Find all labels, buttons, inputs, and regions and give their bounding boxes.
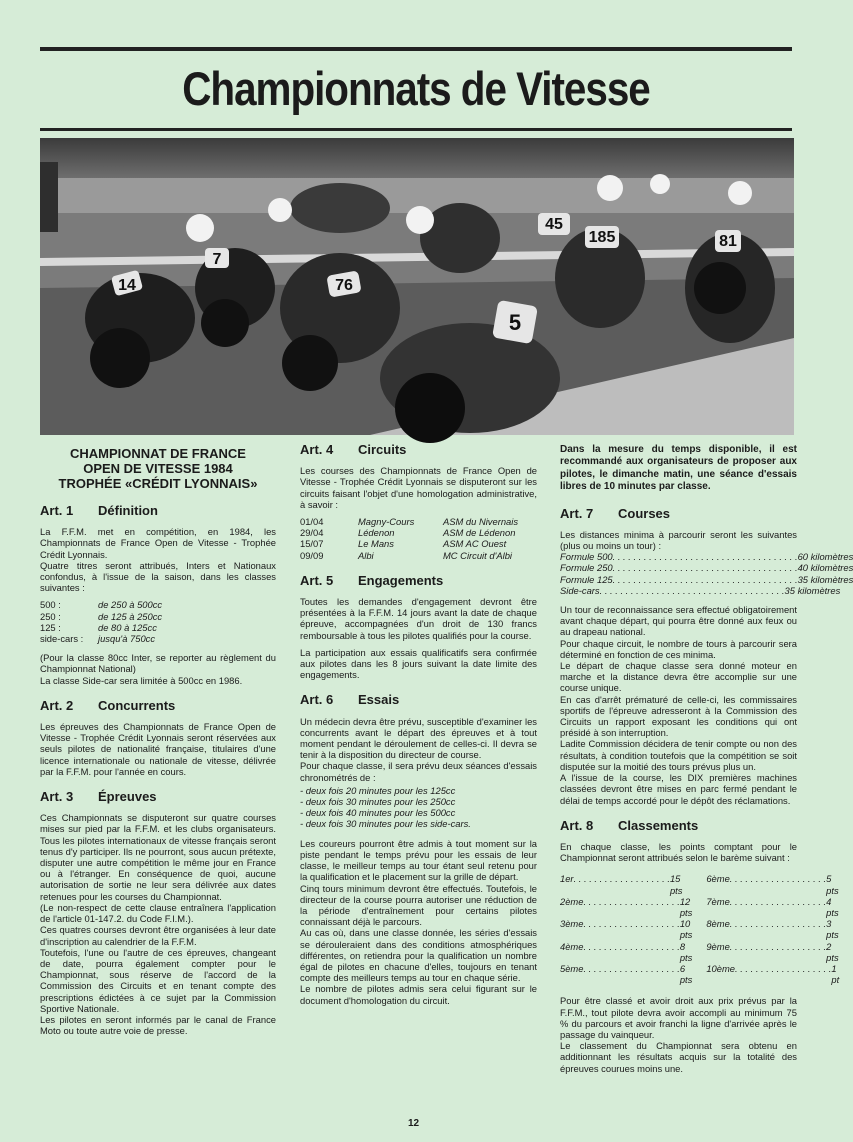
page-title: Championnats de Vitesse (182, 62, 650, 115)
art6-p3: Les coureurs pourront être admis à tout moment sur la piste pendant le temps prévu pour les essais de leur classe, le meilleur temps au tour étant seul retenu pour la qualification et le placement sur la grille de départ. (300, 837, 537, 883)
art8-heading: Art. 8 Classements (560, 817, 699, 833)
art3-heading: Art. 3 Épreuves (40, 789, 157, 805)
art7-p4: Le départ de chaque classe sera donné moteur en marche et la distance devra être accomplie sur une course unique. (560, 660, 797, 694)
art5-heading: Art. 5 Engagements (300, 572, 444, 588)
distance-list: Formule 500 . . . 60 kilomètres Formule 250 . . . 40 kilomètres Formule 125 . . . 35 kilomètres Side-cars . . . 35 kilomètres (560, 551, 797, 596)
art7-heading: Art. 7 Courses (560, 505, 671, 521)
column-2 (300, 444, 537, 1012)
art3-p2: (Le non-respect de cette clause entraînera l'application de l'article 01-147.2. du Code F.I.M.). (40, 901, 276, 925)
art8-p2: Pour être classé et avoir droit aux prix prévus par la F.F.M., tout pilote devra avoir accompli au minimum 75 % du parcours et avoir franchi la ligne d'arrivée après le passage du vainqueur. (560, 995, 797, 1040)
art7-p1: Les distances minima à parcourir seront les suivantes (plus ou moins un tour) : (560, 528, 797, 552)
column-3 (560, 444, 853, 1080)
art6-heading: Art. 6 Essais (300, 692, 400, 708)
art6-p1: Un médecin devra être prévu, susceptible d'examiner les concurrents avant le départ des épreuves et à tout moment pendant le déroulement de celles-ci. Il devra se tenir à la disposition du directeur de course. (300, 715, 537, 761)
art6-p6: Le nombre de pilotes admis sera celui figurant sur le document d'homologation du circuit. (300, 983, 537, 1006)
art8-p1: En chaque classe, les points comptant pour le Championnat seront attribués selon le barème suivant : (560, 840, 797, 864)
column-1 (40, 444, 276, 1042)
art2-p1: Les épreuves des Championnats de France Open de Vitesse - Trophée Crédit Lyonnais seront réservées aux seuls pilotes de nationalité française, titulaires d'une licence internationale ou nationale de vitesse, délivrée par la F.F.M. pour l'année en cours. (40, 721, 276, 777)
art5-p2: La participation aux essais qualificatifs sera confirmée aux pilotes dans les 8 jours suivant la date limite des engagements. (300, 646, 537, 681)
art3-p5: Les pilotes en seront informés par le canal de France Moto ou toute autre voie de presse. (40, 1013, 276, 1037)
championship-title: CHAMPIONNAT DE FRANCE OPEN DE VITESSE 1984 TROPHÉE «CRÉDIT LYONNAIS» (58, 446, 258, 491)
bike-number: 45 (545, 216, 563, 233)
art4-p1: Les courses des Championnats de France Open de Vitesse - Trophée Crédit Lyonnais se disputeront sur les circuits faisant l'objet d'une homologation administrative, à savoir : (300, 465, 537, 510)
art3-p1: Ces Championnats se disputeront sur quatre courses mises sur pied par la F.F.M. et les clubs organisateurs. Tous les pilotes internationaux de vitesse français seront tenus d'y participer. Ils ne pourront, sous aucun prétexte, disputer une autre compétition le même jour en France ou à l'étranger. En conséquence de quoi, aucune autorisation de sortie ne leur sera délivrée aux dates retenues pour les courses du Championnat. (40, 812, 276, 902)
circuit-list: 01/04 Magny-Cours ASM du Nivernais 29/04 Lédenon ASM de Lédenon 15/07 Le Mans ASM AC Ouest 09/09 Albi MC Circuit d'Albi (300, 516, 519, 561)
art6-p5: Au cas où, dans une classe donnée, les séries d'essais se dérouleraient dans des conditions atmosphériques différentes, on retiendra pour la qualification un nombre égal de pilotes en chacune d'elles, toujours en tenant compte des meilleurs temps au tour en chaque série. (300, 927, 537, 984)
art7-p6: Ladite Commission décidera de tenir compte ou non des résultats, à condition toutefois que la compétition se soit disputée sur la moitié des tours prévus plus un. (560, 738, 797, 772)
bike-number: 5 (508, 310, 522, 335)
page-number: 12 (407, 1118, 420, 1129)
art7-p3: Pour chaque circuit, le nombre de tours à parcourir sera déterminé en fonction de ces minima. (560, 637, 797, 660)
race-photo (40, 138, 794, 435)
art1-p4: La classe Side-car sera limitée à 500cc en 1986. (40, 674, 243, 686)
bike-number: 81 (719, 233, 737, 250)
art5-p1: Toutes les demandes d'engagement devront être présentées à la F.F.M. 14 jours avant la date de chaque épreuve, accompagnées d'un droit de 130 francs remboursable à tous les pilotes qualifiés pour la course. (300, 596, 537, 641)
points-table: 1er . . . 15 pts 2ème . . . 12 pts 3ème . . . 10 pts 4ème . . . 8 pts 5ème . . . 6 pts 6ème . . . 5 pts 7ème . . . 4 pts 8ème . . . 3 pts 9ème . . . 2 pts 10ème . . . 1 pt (560, 873, 797, 985)
art7-p2: Un tour de reconnaissance sera effectué obligatoirement avant chaque départ, qui pourra être donné aux feux ou au drapeau national. (560, 604, 797, 638)
art7-p5: En cas d'arrêt prématuré de celle-ci, les commissaires sportifs de l'épreuve adresseront à la Commission des Circuits un rapport exposant les conditions qui ont présidé à son interruption. (560, 693, 797, 739)
art2-heading: Art. 2 Concurrents (40, 697, 176, 713)
art1-p2: Quatre titres seront attribués, Inters et Nationaux confondus, à l'issue de la saison, dans les classes suivantes : (40, 559, 276, 594)
free-practice-note: Dans la mesure du temps disponible, il est recommandé aux organisateurs de proposer aux pilotes, le dimanche matin, une séance d'essais libres de 10 minutes par classe. (560, 444, 797, 493)
bike-number: 76 (335, 277, 353, 294)
art6-p4: Cinq tours minimum devront être effectués. Toutefois, le directeur de la course pourra autoriser une réduction de la période d'entraînement pour certains pilotes connaissant déjà le parcours. (300, 882, 537, 928)
bike-number: 14 (118, 277, 136, 294)
class-list: 500 : de 250 à 500cc 250 : de 125 à 250cc 125 : de 80 à 125cc side-cars : jusqu'à 750cc (40, 599, 163, 645)
art7-p7: A l'issue de la course, les DIX premières machines classées devront être mises en parc fermé pendant le délai de temps accordé pour le dépôt des réclamations. (560, 772, 797, 806)
art8-p3: Le classement du Championnat sera obtenu en additionnant les résultats acquis sur la totalité des épreuves courues moins une. (560, 1040, 797, 1074)
art4-heading: Art. 4 Circuits (300, 442, 407, 457)
top-rule (40, 47, 792, 51)
art6-p2: Pour chaque classe, il sera prévu deux séances d'essais chronométrés de : (300, 760, 537, 783)
art1-p1: La F.F.M. met en compétition, en 1984, les Championnats de France Open de Vitesse - Trophée Crédit Lyonnais. (40, 526, 276, 560)
art3-p4: Toutefois, l'une ou l'autre de ces épreuves, changeant de date, pourra également compter pour le Championnat, sous réserve de l'accord de la Commission des Circuits et en tenant compte des prescriptions édictées à ce sujet par la Commission Sportive Nationale. (40, 946, 276, 1014)
bike-number: 7 (212, 251, 222, 268)
session-list: - deux fois 20 minutes pour les 125cc - deux fois 30 minutes pour les 250cc - deux fois 40 minutes pour les 500cc - deux fois 30 minutes pour les side-cars. (300, 784, 471, 830)
art1-p3: (Pour la classe 80cc Inter, se reporter au règlement du Championnat National) (40, 652, 276, 675)
title-rule (40, 128, 792, 131)
bike-number: 185 (588, 229, 616, 246)
art1-heading: Art. 1 Définition (40, 503, 158, 518)
art3-p3: Ces quatres courses devront être organisées à leur date d'inscription au calendrier de la F.F.M. (40, 924, 276, 947)
